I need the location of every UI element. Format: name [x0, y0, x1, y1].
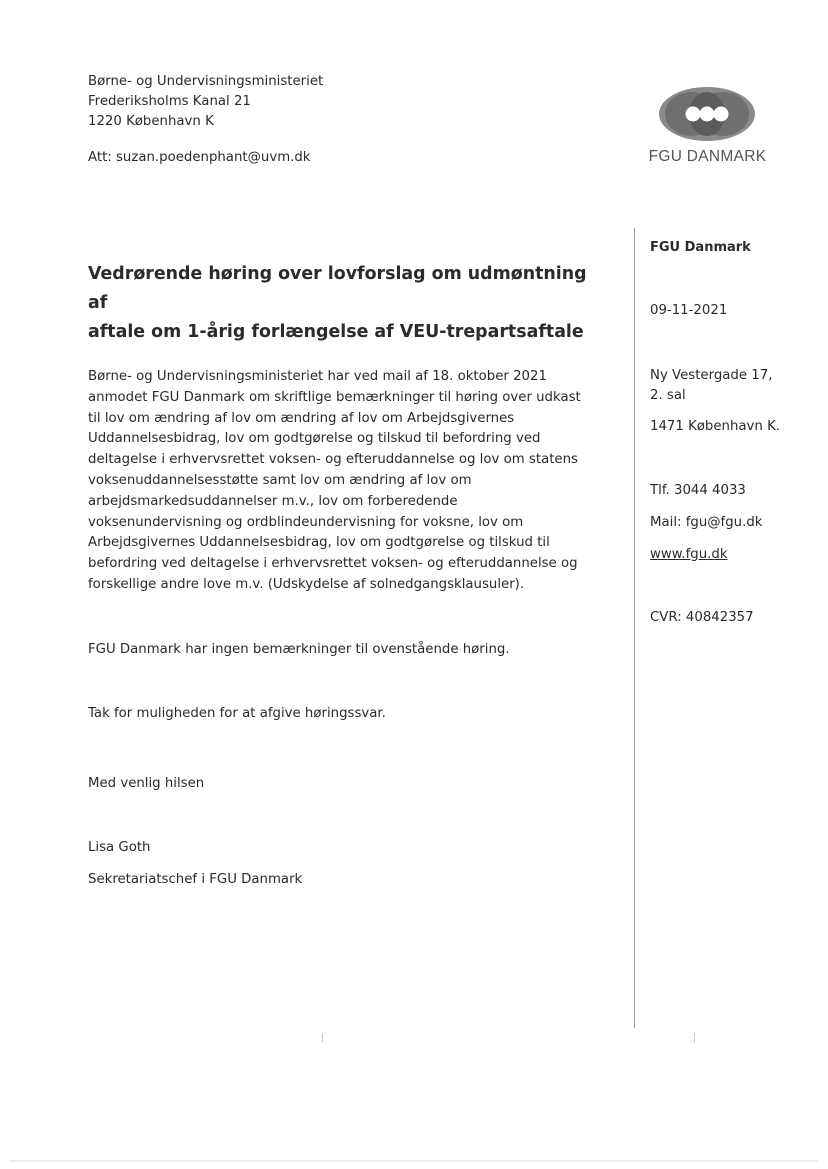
scan-mark: [322, 1033, 323, 1043]
fgu-logo-icon: [657, 85, 757, 143]
recipient-line: Børne- og Undervisningsministeriet: [88, 74, 324, 89]
sidebar-web-link[interactable]: [650, 545, 728, 565]
signer-name: Lisa Goth: [88, 840, 151, 855]
body-line: befordring ved deltagelse i erhvervsrettet voksen- og efteruddannelse og: [88, 556, 578, 572]
letter-body-paragraph: [88, 367, 588, 596]
body-line: Arbejdsgivernes Uddannelsesbidrag, lov om godtgørelse og tilskud til: [88, 535, 550, 551]
body-line: anmodet FGU Danmark om skriftlige bemærkninger til høring over udkast: [88, 389, 581, 405]
fgu-logo: [640, 85, 775, 170]
attention-line: Att: suzan.poedenphant@uvm.dk: [88, 150, 311, 165]
scan-mark: [694, 1033, 695, 1043]
sidebar-address-line1: Ny Vestergade 17,: [650, 368, 773, 383]
thanks-paragraph: Tak for muligheden for at afgive høringssvar.: [88, 706, 386, 721]
sidebar-address-line2: 2. sal: [650, 388, 686, 403]
body-line: Børne- og Undervisningsministeriet har ved mail af 18. oktober 2021: [88, 369, 547, 384]
body-line: voksenuddannelsesstøtte samt lov om ændring af lov om: [88, 472, 472, 488]
sidebar-mail: Mail: fgu@fgu.dk: [650, 515, 763, 530]
letter-title: [88, 260, 608, 347]
closing-line: Med venlig hilsen: [88, 776, 205, 791]
sidebar-date: 09-11-2021: [650, 303, 728, 318]
sidebar-postal: 1471 København K.: [650, 419, 781, 434]
body-line: forskellige andre love m.v. (Udskydelse af solnedgangsklausuler).: [88, 576, 525, 592]
recipient-line: Frederiksholms Kanal 21: [88, 94, 251, 109]
body-line: arbejdsmarkedsuddannelser m.v., lov om forberedende: [88, 493, 458, 509]
recipient-address: [88, 72, 323, 132]
sidebar-cvr: CVR: 40842357: [650, 610, 754, 625]
page-bottom-edge: [10, 1160, 818, 1162]
body-line: voksenundervisning og ordblindeundervisning for voksne, lov om: [88, 514, 524, 530]
sidebar-divider: [634, 228, 635, 1028]
sidebar-phone: Tlf. 3044 4033: [650, 483, 746, 498]
logo-wordmark: FGU DANMARK: [648, 148, 767, 165]
title-line: Vedrørende høring over lovforslag om udmøntning af: [88, 264, 587, 313]
statement-paragraph: FGU Danmark har ingen bemærkninger til ovenstående høring.: [88, 642, 510, 657]
body-line: til lov om ændring af lov om ændring af lov om Arbejdsgivernes: [88, 410, 515, 426]
title-line: aftale om 1-årig forlængelse af VEU-trepartsaftale: [88, 322, 584, 342]
body-line: Uddannelsesbidrag, lov om godtgørelse og tilskud til befordring ved: [88, 431, 541, 447]
sidebar-org: FGU Danmark: [650, 240, 751, 255]
body-line: deltagelse i erhvervsrettet voksen- og efteruddannelse og lov om statens: [88, 452, 578, 468]
sidebar-web-text[interactable]: www.fgu.dk: [650, 547, 728, 562]
signer-title: Sekretariatschef i FGU Danmark: [88, 872, 303, 887]
recipient-line: 1220 København K: [88, 114, 214, 129]
